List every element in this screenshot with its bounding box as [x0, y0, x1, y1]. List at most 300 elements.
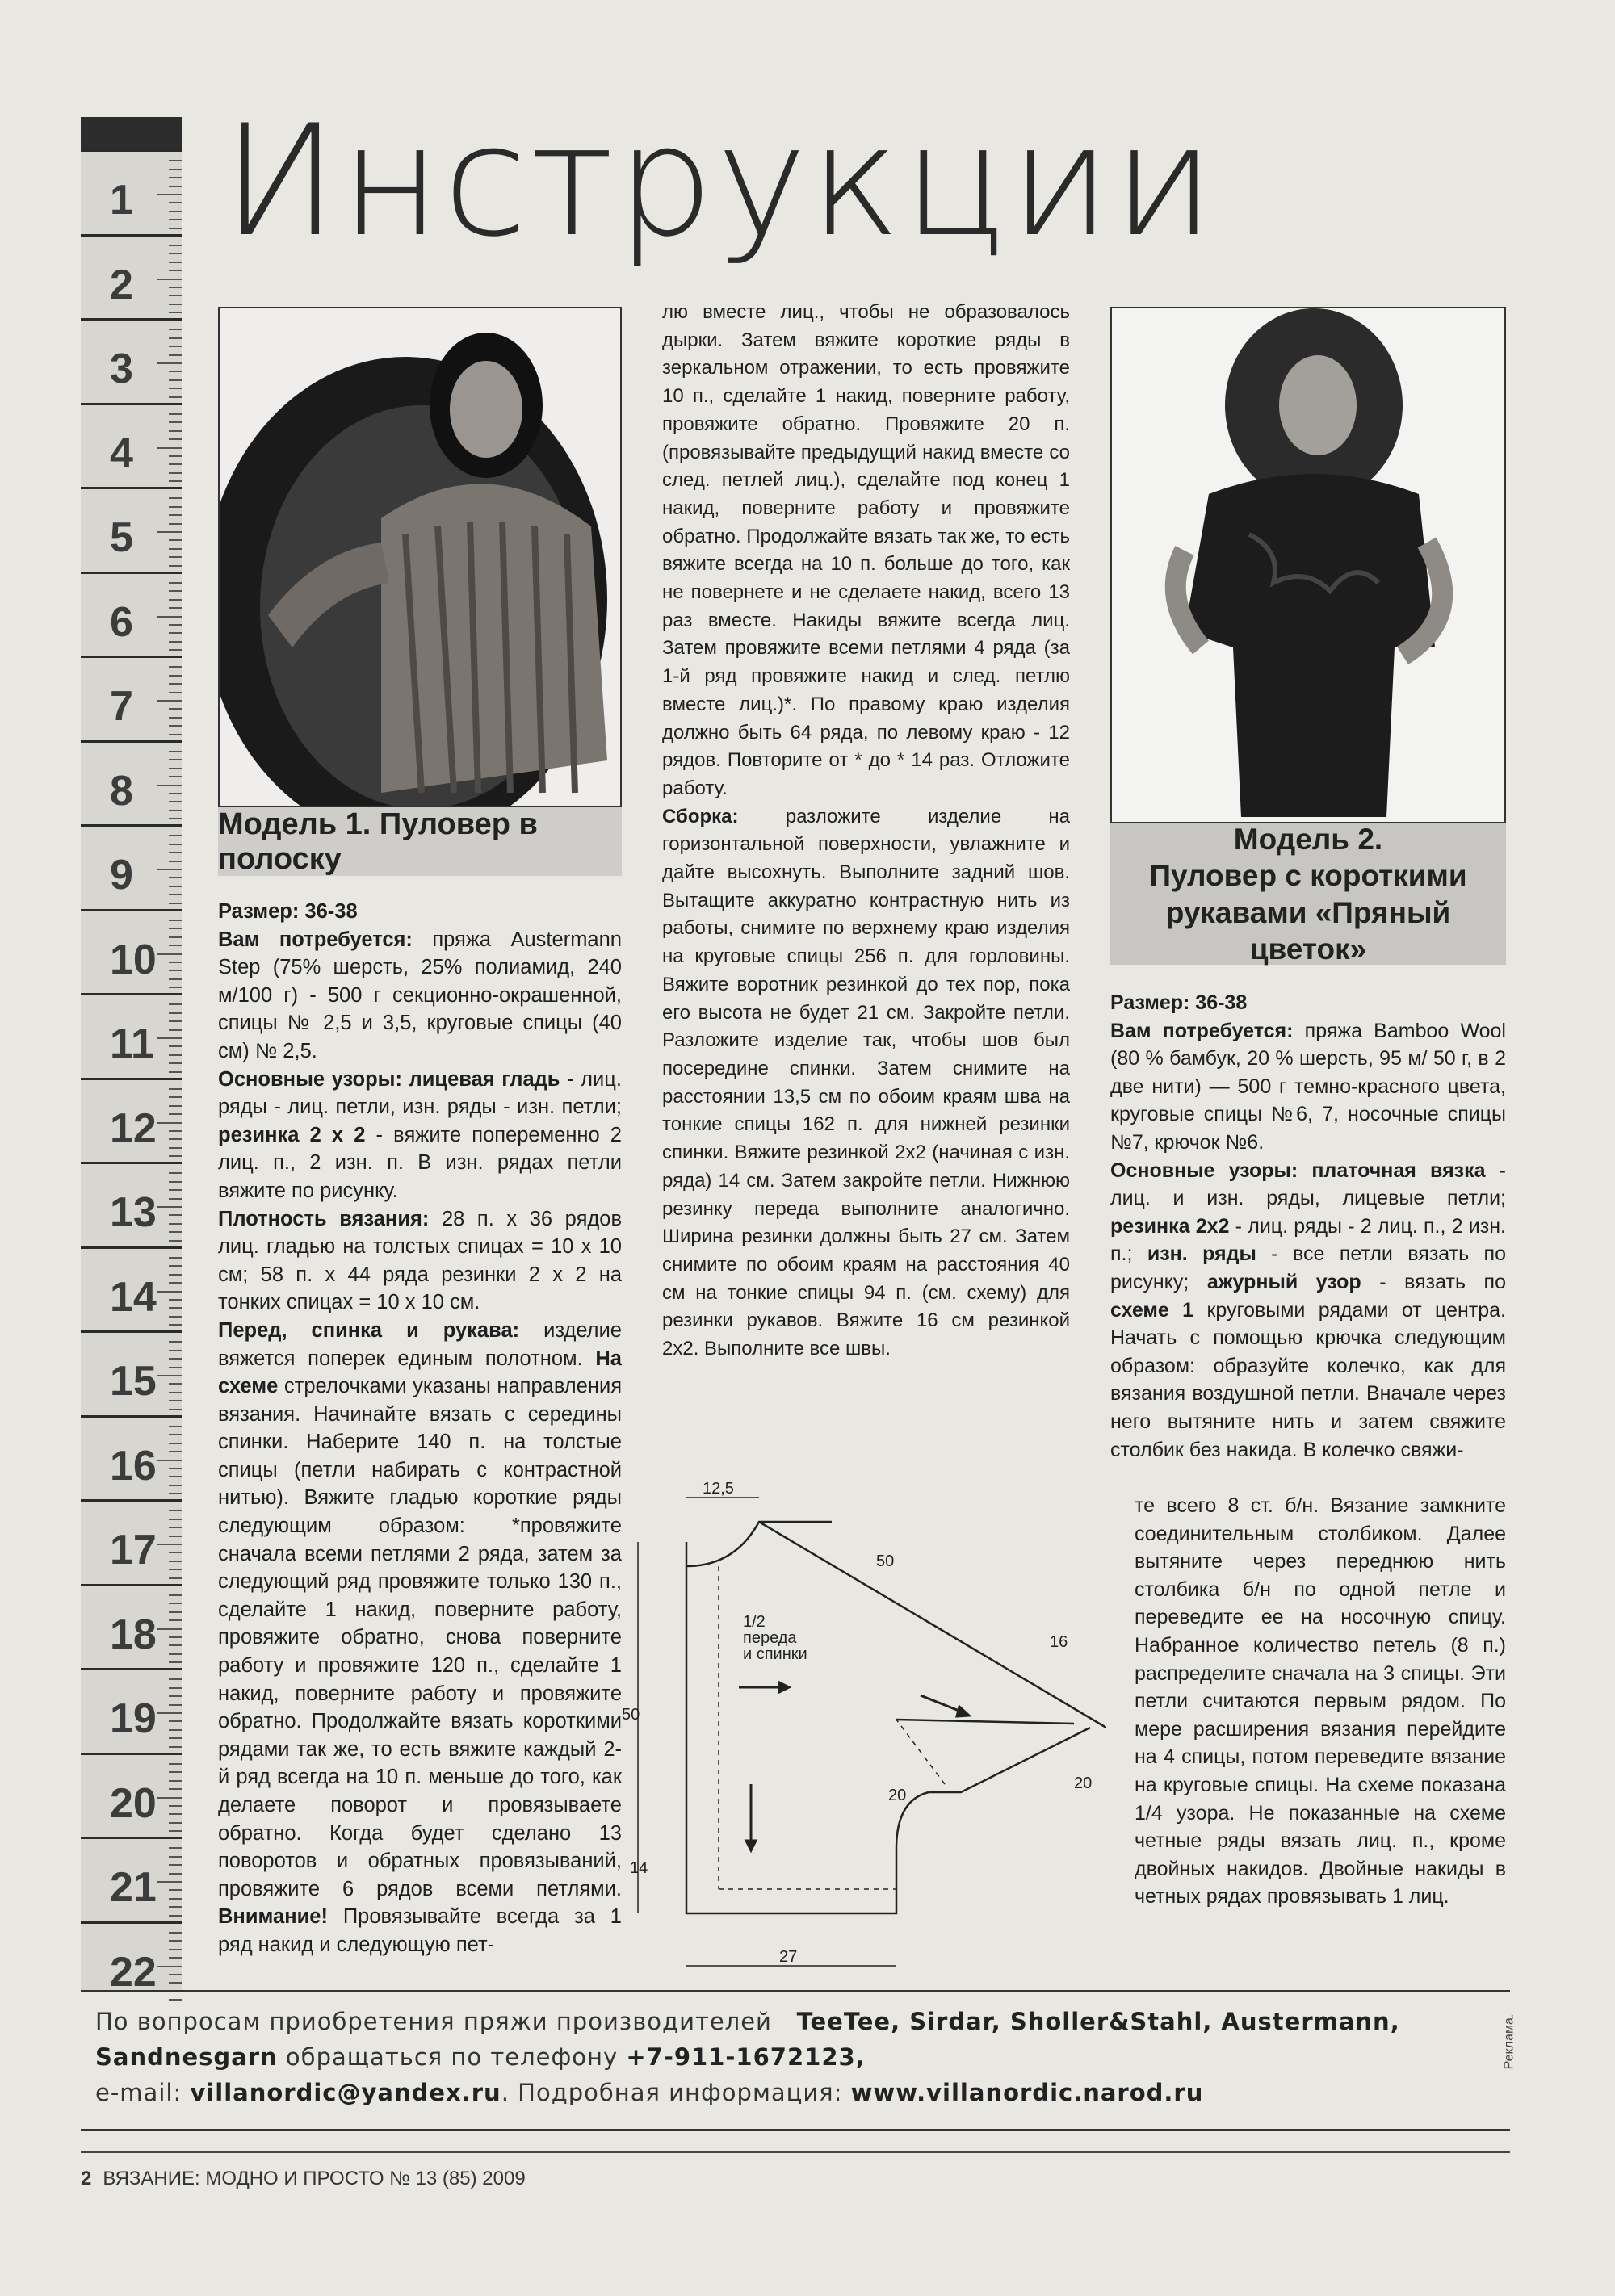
model2-photo	[1110, 307, 1506, 823]
dim-top: 12,5	[703, 1480, 734, 1498]
ruler-tick	[169, 1062, 182, 1064]
ruler-tick	[169, 717, 182, 719]
ruler-number: 9	[110, 852, 133, 899]
ruler-segment	[81, 1837, 182, 1922]
dim-cuff: 20	[1074, 1774, 1093, 1792]
ruler-number: 2	[110, 261, 133, 308]
ruler-segment	[81, 1246, 182, 1332]
ruler-tick	[169, 877, 182, 878]
dim-diag: 50	[876, 1552, 895, 1570]
ruler-segment	[81, 993, 182, 1079]
ruler-tick	[169, 548, 182, 550]
ruler-tick	[169, 1932, 182, 1934]
ruler-tick	[169, 852, 182, 853]
ruler-tick	[157, 1712, 182, 1714]
page-title: Инструкции	[222, 92, 1217, 270]
patterns-text4: - вязать по	[1361, 1270, 1506, 1293]
patterns-text3: - все петли вязать по рисунку;	[1110, 1242, 1506, 1293]
page-footer	[81, 2168, 526, 2190]
ruler-segment	[81, 1415, 182, 1501]
ruler-tick	[157, 1797, 182, 1799]
model1-text-column	[218, 898, 622, 1959]
ruler-tick	[169, 624, 182, 626]
ruler-tick	[169, 978, 182, 980]
ruler-number: 6	[110, 598, 133, 646]
advert-line-1	[95, 2008, 1400, 2035]
ruler-tick	[169, 751, 182, 752]
ruler-tick	[169, 539, 182, 541]
ruler-tick	[157, 362, 182, 364]
ruler-tick	[169, 1189, 182, 1191]
ruler-tick	[169, 1510, 182, 1511]
patterns-paragraph	[1110, 1157, 1506, 1464]
model2-caption-line: Модель 2.	[1233, 823, 1383, 857]
ruler-tick	[157, 1544, 182, 1545]
ruler-tick	[169, 312, 182, 313]
ruler-tick	[157, 447, 182, 449]
ruler-tick	[169, 337, 182, 339]
ruler-tick	[169, 1653, 182, 1655]
ruler-segment	[81, 487, 182, 572]
materials-text: пряжа Bamboo Wool (80 % бамбук, 20 % шерсть, 95 м/ 50 г, в 2 две нити) — 500 г темно-красного цвета, круговые спицы №6, 7, носочные спицы №7, крючок №6.	[1110, 1019, 1506, 1154]
phone-number: +7-911-1672123,	[626, 2043, 866, 2071]
ruler-number: 7	[110, 683, 133, 730]
ruler-tick	[169, 565, 182, 567]
patterns-label5: схеме 1	[1110, 1298, 1194, 1322]
ruler-tick	[169, 245, 182, 246]
ruler-tick	[169, 920, 182, 921]
website-link[interactable]: www.villanordic.narod.ru	[850, 2079, 1204, 2106]
dim-bottom: 27	[779, 1948, 798, 1966]
patterns-text: - лиц. ряды - лиц. петли, изн. ряды - изн. петли;	[218, 1067, 622, 1119]
model2-caption-line: Пуловер с короткими	[1149, 859, 1467, 893]
advert-box	[81, 1990, 1510, 2131]
ruler-tick	[157, 1291, 182, 1293]
body-label: Перед, спинка и рукава:	[218, 1318, 520, 1342]
ruler-tick	[169, 1687, 182, 1689]
dim-left: 50	[622, 1706, 640, 1724]
ruler-tick	[169, 270, 182, 271]
advert-line-2	[95, 2043, 866, 2071]
ruler-tick	[169, 1720, 182, 1722]
ruler-segment	[81, 149, 182, 235]
ruler-tick	[169, 725, 182, 727]
ruler-tick	[169, 1856, 182, 1858]
ruler-tick	[169, 1434, 182, 1435]
ruler-tick	[169, 1957, 182, 1959]
ruler-tick	[169, 844, 182, 845]
ruler-number: 5	[110, 514, 133, 561]
model2-caption-line: рукавами «Пряный цветок»	[1165, 895, 1451, 966]
ruler-tick	[169, 1644, 182, 1646]
ruler-tick	[169, 1940, 182, 1942]
ruler-segment	[81, 1584, 182, 1670]
ruler-segment	[81, 572, 182, 657]
ruler-tick	[169, 211, 182, 212]
ruler-tick	[169, 1257, 182, 1259]
ruler-tick	[169, 1316, 182, 1318]
ruler-number: 18	[110, 1611, 157, 1658]
patterns-label: Основные узоры: лицевая гладь	[218, 1067, 560, 1091]
ruler-tick	[169, 1915, 182, 1917]
ruler-tick	[157, 1881, 182, 1883]
ruler-segment	[81, 1668, 182, 1753]
ruler-tick	[169, 1527, 182, 1528]
ruler-tick	[169, 1737, 182, 1739]
ruler-tick	[157, 279, 182, 280]
ruler-tick	[169, 1982, 182, 1984]
ruler-tick	[169, 497, 182, 499]
ruler-tick	[169, 1426, 182, 1427]
ruler-tick	[169, 1695, 182, 1697]
ruler-number: 11	[110, 1020, 154, 1067]
ruler-tick	[169, 1594, 182, 1596]
patterns-label2: резинка 2х2	[1110, 1214, 1230, 1238]
ruler-segment	[81, 1162, 182, 1247]
ruler-tick	[169, 1147, 182, 1149]
ruler-tick	[169, 1105, 182, 1107]
ruler-tick	[169, 1577, 182, 1579]
ruler-tick	[169, 556, 182, 558]
advert-text: обращаться по телефону	[277, 2043, 627, 2071]
ruler-tick	[169, 354, 182, 356]
ruler-tick	[169, 1873, 182, 1875]
ruler-tick	[169, 1864, 182, 1866]
ruler-tick	[169, 692, 182, 693]
ruler-tick	[169, 186, 182, 187]
ruler-tick	[169, 346, 182, 347]
advert-text: e-mail:	[95, 2079, 191, 2106]
ruler-tick	[169, 1409, 182, 1410]
footer-divider	[81, 2151, 1510, 2153]
size-line	[218, 898, 622, 926]
ruler-tick	[169, 1468, 182, 1469]
ruler-tick	[157, 700, 182, 702]
patterns-text5: круговыми рядами от центра. Начать с помощью крючка следующим образом: образуйте колечко, как для вязания воздушной петли. Вначале через него вытяните нить и затем свяжите столбик без накида. В колечко свяжи-	[1110, 1298, 1506, 1461]
ruler-tick	[169, 463, 182, 465]
ruler-tick	[169, 1889, 182, 1891]
ruler-number: 20	[110, 1779, 157, 1827]
dim-sleeve: 16	[1050, 1633, 1068, 1651]
ruler-tick	[169, 928, 182, 929]
materials-label: Вам потребуется:	[218, 928, 413, 951]
ruler-tick	[157, 1375, 182, 1376]
ruler-tick	[169, 1805, 182, 1807]
ruler-tick	[169, 1088, 182, 1090]
magazine-issue: ВЯЗАНИЕ: МОДНО И ПРОСТО № 13 (85) 2009	[103, 2168, 526, 2189]
model1-caption-text: Модель 1. Пуловер в полоску	[218, 807, 538, 876]
ruler-tick	[169, 1198, 182, 1200]
patterns-label2: резинка 2 х 2	[218, 1123, 366, 1146]
ruler-tick	[169, 708, 182, 710]
ruler-tick	[157, 1122, 182, 1124]
model1-text-column-2	[662, 299, 1070, 1364]
advert-text: По вопросам приобретения пряжи производителей	[95, 2008, 772, 2035]
ruler-tick	[157, 616, 182, 618]
ruler-tick	[157, 785, 182, 786]
ruler-tick	[169, 262, 182, 263]
ruler-tick	[169, 304, 182, 305]
ruler-tick	[169, 1704, 182, 1706]
ruler-tick	[169, 480, 182, 482]
ruler-tick	[169, 1282, 182, 1284]
ruler-tick	[169, 768, 182, 769]
ruler-tick	[169, 1729, 182, 1731]
ruler-number: 4	[110, 429, 133, 477]
ruler-tick	[169, 1611, 182, 1613]
ruler-number: 16	[110, 1442, 157, 1489]
assembly-label: Сборка:	[662, 805, 739, 827]
ruler-segment	[81, 318, 182, 404]
center-label-2: переда	[743, 1629, 797, 1647]
ruler-tick	[169, 776, 182, 777]
ruler-tick	[169, 1561, 182, 1562]
ruler-tick	[169, 295, 182, 296]
ruler-segment	[81, 740, 182, 826]
ruler-tick	[169, 1071, 182, 1073]
assembly-paragraph	[662, 803, 1070, 1364]
ruler-tick	[169, 329, 182, 330]
ruler-tick	[169, 936, 182, 938]
ruler-tick	[169, 371, 182, 372]
continuation-paragraph: те всего 8 ст. б/н. Вязание замкните соединительным столбиком. Далее вытяните через переднюю нить столбика б/н по одной петле и переведите ее на носочную спицу. Набранное количество петель (8 п.) распределите сначала на 3 спицы. Эти петли считаются первым рядом. По мере расширения вязания перейдите на 4 спицы, потом переведите вязание на круговые спицы. На схеме показана 1/4 узора. Не показанные на схеме четные ряды вязать лиц. п., кроме двойных накидов. Двойные накиды в четных рядах провязывать 1 лиц.	[1135, 1494, 1506, 1908]
ruler-tick	[169, 962, 182, 963]
ruler-tick	[169, 1113, 182, 1115]
center-label-3: и спинки	[743, 1645, 808, 1663]
patterns-text2: - вяжите попеременно 2 лиц. п., 2 изн. п. В изн. рядах петли вяжите по рисунку.	[218, 1123, 622, 1202]
body-label3: Внимание!	[218, 1905, 328, 1929]
ruler-tick	[169, 818, 182, 819]
model1-caption	[218, 807, 622, 876]
materials-label: Вам потребуется:	[1110, 1019, 1294, 1042]
ruler-segment	[81, 824, 182, 910]
ruler-tick	[169, 1299, 182, 1301]
ruler	[81, 117, 182, 1996]
ruler-tick	[169, 169, 182, 170]
ruler-cap	[81, 117, 182, 149]
ruler-segment	[81, 1330, 182, 1416]
ruler-tick	[169, 861, 182, 862]
body-text3: Провязывайте всегда за 1 ряд накид и следующую пет-	[218, 1905, 622, 1956]
body-paragraph	[218, 1317, 622, 1959]
size-label: Размер: 36-38	[218, 900, 358, 923]
ruler-number: 21	[110, 1864, 157, 1911]
ruler-tick	[169, 1155, 182, 1157]
ruler-tick	[169, 1240, 182, 1242]
size-label: Размер: 36-38	[1110, 991, 1248, 1014]
ruler-segment	[81, 1499, 182, 1585]
ruler-tick	[169, 1519, 182, 1520]
ruler-tick	[169, 1341, 182, 1343]
ruler-tick	[169, 1661, 182, 1663]
ruler-tick	[169, 903, 182, 904]
brand-list: TeeTee, Sirdar, Sholler&Stahl, Austermann,	[796, 2008, 1400, 2035]
ruler-tick	[169, 1847, 182, 1849]
gauge-label: Плотность вязания:	[218, 1207, 430, 1230]
ruler-segment	[81, 1078, 182, 1163]
ruler-tick	[169, 1138, 182, 1140]
ruler-tick	[169, 1367, 182, 1368]
body-text2: стрелочками указаны направления вязания. Начинайте вязать с середины спинки. Наберите 140 п. на толстые спицы (петли набирать с контрастной нитью). Вяжите гладью короткие ряды следующим образом: *провяжите сначала всеми петлями 2 ряда, затем за следующий ряд провяжите только 130 п., сделайте 1 накид, поверните работу, провяжите обратно, снова поверните работу и провяжите 120 п., сделайте 1 накид, поверните работу и провяжите обратно. Продолжайте вязать короткими рядами так же, то есть вяжите каждый 2-й ряд всегда на 10 п. меньше до того, как делаете поворот и провязываете обратно. Когда будет сделано 13 поворотов и обратных провязываний, провяжите 6 рядов всеми петлями.	[218, 1375, 622, 1900]
ruler-tick	[169, 160, 182, 161]
ruler-tick	[169, 1214, 182, 1216]
ruler-tick	[169, 472, 182, 474]
ruler-tick	[169, 894, 182, 895]
page-number: 2	[81, 2168, 92, 2189]
patterns-text: - лиц. и изн. ряды, лицевые петли;	[1110, 1158, 1506, 1210]
ruler-tick	[169, 1906, 182, 1908]
materials-paragraph	[218, 926, 622, 1066]
ruler-tick	[169, 649, 182, 651]
ruler-tick	[169, 607, 182, 609]
ruler-tick	[169, 759, 182, 760]
ruler-tick	[169, 801, 182, 802]
ruler-tick	[169, 228, 182, 229]
ruler-tick	[169, 1358, 182, 1360]
gauge-paragraph	[218, 1205, 622, 1317]
ruler-tick	[169, 202, 182, 203]
ruler-tick	[169, 1172, 182, 1174]
ruler-tick	[157, 194, 182, 195]
ruler-number: 22	[110, 1948, 157, 1996]
ruler-tick	[169, 455, 182, 457]
ruler-tick	[157, 869, 182, 870]
ruler-tick	[169, 1898, 182, 1900]
ruler-tick	[169, 287, 182, 288]
ruler-tick	[169, 1443, 182, 1444]
ruler-tick	[169, 1045, 182, 1047]
ruler-tick	[169, 514, 182, 516]
ruler-tick	[169, 421, 182, 423]
ruler-tick	[169, 506, 182, 508]
ruler-tick	[169, 987, 182, 988]
ruler-tick	[169, 430, 182, 432]
ruler-number: 8	[110, 767, 133, 815]
ruler-tick	[169, 1949, 182, 1950]
ruler-tick	[169, 1324, 182, 1326]
ruler-tick	[169, 734, 182, 735]
ruler-tick	[169, 219, 182, 220]
ruler-tick	[169, 1552, 182, 1553]
ruler-tick	[169, 1822, 182, 1824]
center-label-1: 1/2	[743, 1613, 766, 1631]
ruler-segment	[81, 909, 182, 995]
email-link[interactable]: villanordic@yandex.ru	[190, 2079, 501, 2106]
ruler-tick	[169, 388, 182, 389]
ruler-tick	[169, 1451, 182, 1452]
ruler-tick	[169, 396, 182, 398]
ruler-tick	[169, 1181, 182, 1183]
ruler-tick	[169, 1780, 182, 1782]
ruler-number: 12	[110, 1104, 157, 1152]
materials-text: пряжа Austermann Step (75% шерсть, 25% полиамид, 240 м/100 г) - 500 г секционно-окрашенной, спицы № 2,5 и 3,5, круговые спицы (40 см) № 2,5.	[218, 928, 622, 1062]
brand-sandnesgarn: Sandnesgarn	[95, 2043, 278, 2071]
ruler-tick	[169, 1763, 182, 1765]
materials-paragraph	[1110, 1017, 1506, 1157]
ruler-tick	[169, 1603, 182, 1604]
continuation-text: лю вместе лиц., чтобы не образовалось дырки. Затем вяжите короткие ряды в зеркальном отражении, то есть провяжите 10 п., сделайте 1 накид, поверните работу, провяжите обратно. Провяжите 20 п. (провязывайте предыдущий накид вместе со след. петлей лиц.), сделайте под конец 1 накид, поверните работу и провяжите обратно. Продолжайте вязать так же, то есть вяжите всегда на 10 п. больше до того, как не повернете и не сделаете накид, всего 13 раз вместе. Накиды вяжите всегда лиц. Затем провяжите всеми петлями 4 ряда (за 1-й ряд провяжите накид и след. петлю вместе лиц.)*. По правому краю изделия должно быть 64 ряда, по левому краю - 12 рядов. Повторите от * до * 14 раз. Отложите работу.	[662, 301, 1071, 799]
ruler-tick	[169, 1536, 182, 1537]
ruler-tick	[169, 1746, 182, 1748]
ruler-tick	[169, 793, 182, 794]
ruler-tick	[169, 1493, 182, 1494]
ruler-tick	[169, 970, 182, 971]
ruler-tick	[169, 1974, 182, 1975]
ruler-tick	[157, 953, 182, 955]
ruler-tick	[169, 886, 182, 887]
ruler-tick	[169, 1274, 182, 1276]
ruler-tick	[169, 1788, 182, 1790]
ruler-tick	[169, 1400, 182, 1401]
ruler-tick	[169, 632, 182, 634]
ruler-tick	[169, 666, 182, 668]
ruler-tick	[169, 1350, 182, 1351]
assembly-text: разложите изделие на горизонтальной поверхности, увлажните и дайте высохнуть. Выполните задний шов. Вытащите аккуратно контрастную нить из работы, снимите по верхнему краю изделия на круговые спицы 256 п. для горловины. Вяжите воротник резинкой до тех пор, пока его высота не будет 21 см. Закройте петли. Разложите изделие так, чтобы шов был посередине спинки. Затем снимите на расстоянии 13,5 см по обоим краям шва на тонкие спицы 162 п. для нижней резинки спинки. Вяжите резинкой 2х2 (начиная с изн. ряда) 14 см. Затем закройте петли. Нижнюю резинку переда выполните аналогично. Ширина резинки должны быть 27 см. Затем снимите по обоим краям на расстояния 40 см на тонкие спицы 94 п. (см. схему) для резинки рукавов. Вяжите 16 см резинкой 2х2. Выполните все швы.	[662, 805, 1070, 1360]
ruler-tick	[169, 1223, 182, 1225]
ruler-tick	[169, 1231, 182, 1233]
ruler-tick	[169, 1392, 182, 1393]
patterns-label: Основные узоры: платочная вязка	[1110, 1158, 1486, 1182]
continuation-paragraph	[662, 299, 1070, 803]
ruler-number: 10	[110, 936, 157, 983]
ruler-tick	[169, 810, 182, 811]
gauge-text: 28 п. х 36 рядов лиц. гладью на толстых спицах = 10 х 10 см; 58 п. х 44 ряда резинки 2 х 2 на тонких спицах = 10 х 10 см.	[218, 1207, 622, 1314]
ruler-tick	[169, 835, 182, 836]
ruler-tick	[169, 590, 182, 592]
ruler-tick	[169, 1012, 182, 1014]
ruler-segment	[81, 656, 182, 741]
ruler-tick	[169, 1003, 182, 1005]
patterns-text2: - лиц. ряды - 2 лиц. п., 2 изн. п.;	[1110, 1214, 1506, 1266]
ruler-number: 17	[110, 1527, 157, 1573]
ruler-tick	[169, 413, 182, 415]
ruler-tick	[157, 1966, 182, 1967]
ruler-segment	[81, 234, 182, 320]
ruler-tick	[169, 1569, 182, 1570]
body-label2: На схеме	[218, 1347, 622, 1398]
ruler-tick	[169, 1636, 182, 1638]
ruler-tick	[169, 1130, 182, 1132]
dim-bottom-left: 14	[630, 1859, 648, 1877]
ruler-tick	[169, 582, 182, 584]
ruler-tick	[169, 1476, 182, 1477]
ruler-tick	[169, 1029, 182, 1031]
ruler-number: 14	[110, 1273, 157, 1321]
size-line	[1110, 989, 1506, 1017]
ruler-tick	[169, 1771, 182, 1773]
ruler-number: 1	[110, 177, 133, 224]
model1-photo	[218, 307, 622, 807]
ruler-tick	[157, 1206, 182, 1208]
ruler-tick	[169, 1619, 182, 1621]
ruler-tick	[169, 641, 182, 643]
ruler-tick	[157, 1037, 182, 1039]
ruler-tick	[169, 1485, 182, 1486]
ruler-tick	[169, 945, 182, 946]
ruler-tick	[169, 1383, 182, 1385]
ruler-tick	[169, 1830, 182, 1832]
ruler-tick	[169, 379, 182, 381]
patterns-label3: изн. ряды	[1147, 1242, 1256, 1266]
dim-side: 20	[888, 1787, 907, 1804]
ruler-tick	[169, 1096, 182, 1098]
model2-text-column-continued	[1135, 1492, 1506, 1911]
ruler-tick	[169, 1307, 182, 1309]
ruler-tick	[169, 1020, 182, 1022]
ruler-tick	[157, 1460, 182, 1461]
ruler-tick	[169, 523, 182, 525]
ruler-segment	[81, 1753, 182, 1838]
